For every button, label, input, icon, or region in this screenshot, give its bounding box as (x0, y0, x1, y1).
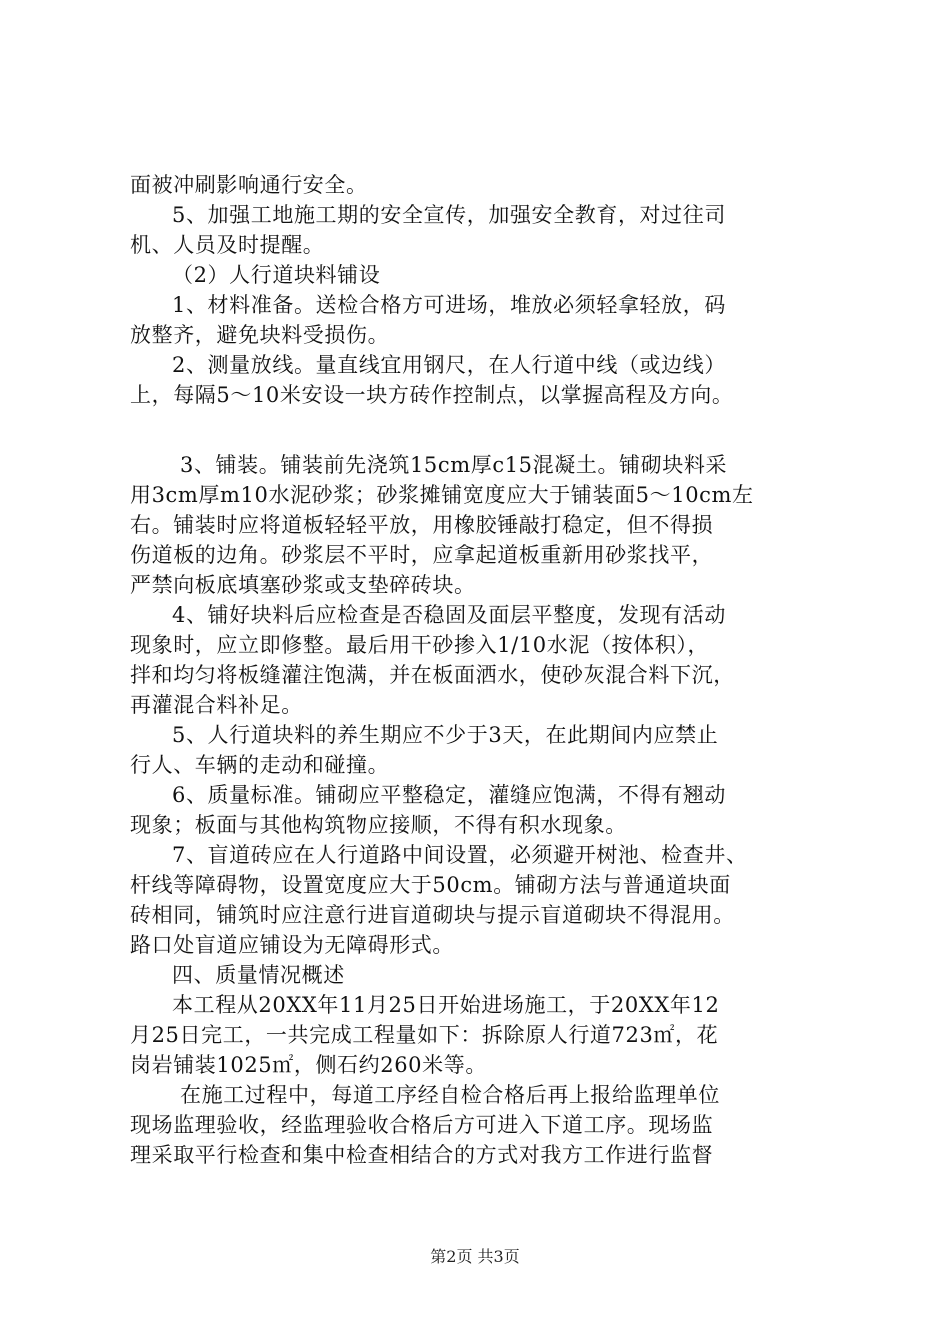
text-line: 本工程从20XX年11月25日开始进场施工，于20XX年12 (172, 993, 720, 1017)
text-line: 3、铺装。铺装前先浇筑15cm厚c15混凝土。铺砌块料采 (180, 453, 728, 477)
text-line: 2、测量放线。量直线宜用钢尺，在人行道中线（或边线） (172, 353, 726, 377)
page-number-label: 第2页 共3页 (430, 1247, 520, 1266)
text-line: 路口处盲道应铺设为无障碍形式。 (130, 933, 454, 957)
text-line: 现象时，应立即修整。最后用干砂掺入1/10水泥（按体积）， (130, 633, 710, 657)
paragraph-gap (130, 410, 850, 450)
text-line: 6、质量标准。铺砌应平整稳定，灌缝应饱满，不得有翘动 (172, 783, 726, 807)
text-line: 面被冲刷影响通行安全。 (130, 173, 368, 197)
text-line: 杆线等障碍物，设置宽度应大于50cm。铺砌方法与普通道块面 (130, 873, 731, 897)
text-line: 砖相同，铺筑时应注意行进盲道砌块与提示盲道砌块不得混用。 (130, 903, 735, 927)
text-line: 5、人行道块料的养生期应不少于3天，在此期间内应禁止 (172, 723, 719, 747)
text-line: 机、人员及时提醒。 (130, 233, 325, 257)
text-line: 岗岩铺装1025㎡，侧石约260米等。 (130, 1053, 487, 1077)
text-line: 伤道板的边角。砂浆层不平时，应拿起道板重新用砂浆找平， (130, 543, 714, 567)
document-body (130, 170, 850, 1170)
text-line: 行人、车辆的走动和碰撞。 (130, 753, 390, 777)
text-line: 7、盲道砖应在人行道路中间设置，必须避开树池、检查井、 (172, 843, 748, 867)
text-line: 月25日完工，一共完成工程量如下：拆除原人行道723㎡，花 (130, 1023, 719, 1047)
text-line: 放整齐，避免块料受损伤。 (130, 323, 390, 347)
text-line: 再灌混合料补足。 (130, 693, 303, 717)
text-line: 现场监理验收，经监理验收合格后方可进入下道工序。现场监 (130, 1113, 714, 1137)
text-line: 严禁向板底填塞砂浆或支垫碎砖块。 (130, 573, 476, 597)
text-line: 用3cm厚m10水泥砂浆；砂浆摊铺宽度应大于铺装面5～10cm左 (130, 483, 754, 507)
text-line: 1、材料准备。送检合格方可进场，堆放必须轻拿轻放，码 (172, 293, 726, 317)
text-line: 4、铺好块料后应检查是否稳固及面层平整度，发现有活动 (172, 603, 726, 627)
page-footer (0, 1244, 950, 1267)
text-line: 5、加强工地施工期的安全宣传，加强安全教育，对过往司 (172, 203, 726, 227)
section-heading: （2）人行道块料铺设 (172, 263, 381, 287)
text-line: 现象；板面与其他构筑物应接顺，不得有积水现象。 (130, 813, 627, 837)
text-line: 在施工过程中，每道工序经自检合格后再上报给监理单位 (180, 1083, 720, 1107)
text-line: 理采取平行检查和集中检查相结合的方式对我方工作进行监督 (130, 1143, 714, 1167)
text-line: 拌和均匀将板缝灌注饱满，并在板面洒水，使砂灰混合料下沉， (130, 663, 735, 687)
section-heading: 四、质量情况概述 (172, 963, 345, 987)
text-line: 上，每隔5～10米安设一块方砖作控制点，以掌握高程及方向。 (130, 383, 734, 407)
text-line: 右。铺装时应将道板轻轻平放，用橡胶锤敲打稳定，但不得损 (130, 513, 714, 537)
